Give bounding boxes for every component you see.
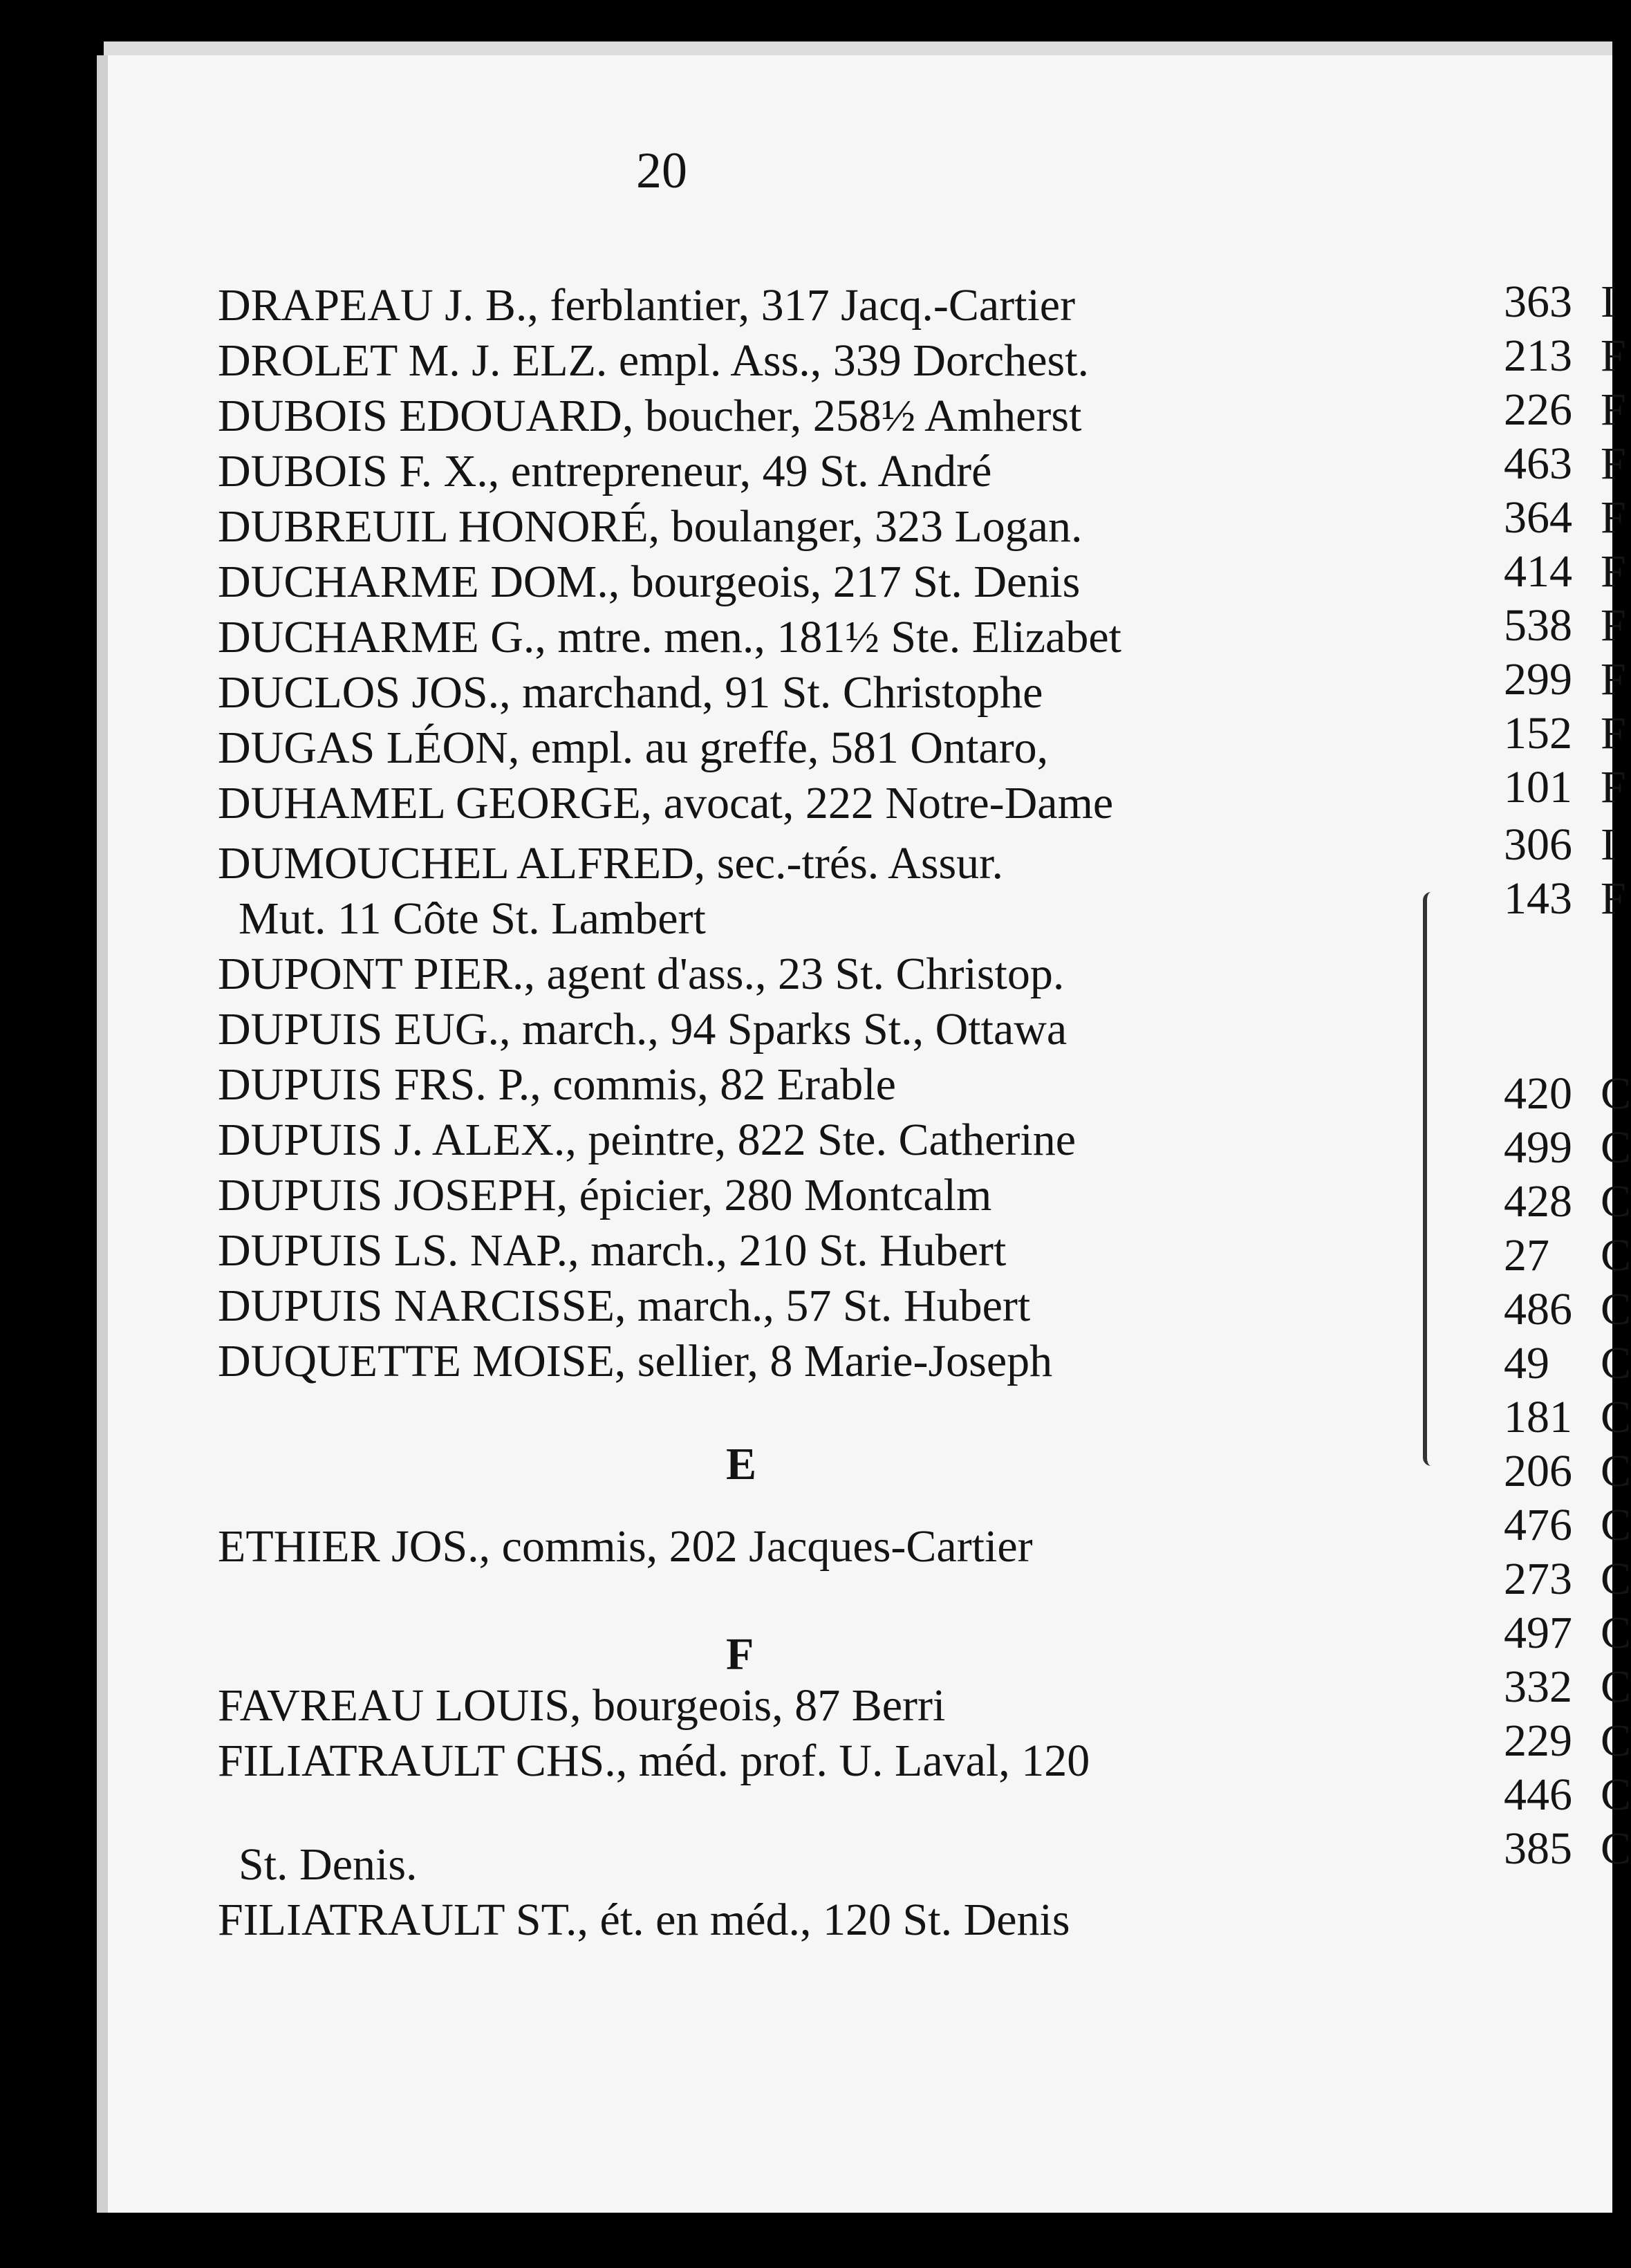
right-column-number: 463: [1504, 438, 1572, 489]
entry-text: FILIATRAULT ST., ét. en méd., 120 St. Denis: [218, 1895, 1070, 1945]
entry-text: DUHAMEL GEORGE, avocat, 222 Notre-Dame: [218, 778, 1114, 828]
right-column-fragment: F: [1601, 438, 1626, 489]
right-column-number: 364: [1504, 492, 1572, 543]
right-column-fragment: F: [1601, 654, 1626, 705]
right-column-fragment: C: [1601, 1068, 1631, 1119]
entry-text: DUBREUIL HONORÉ, boulanger, 323 Logan.: [218, 501, 1083, 552]
page-number: 20: [636, 142, 687, 199]
right-column-number: 273: [1504, 1554, 1572, 1604]
right-column-number: 499: [1504, 1122, 1572, 1173]
right-column-fragment: C: [1601, 1662, 1631, 1712]
right-column-number: 476: [1504, 1500, 1572, 1550]
right-column-number: 143: [1504, 873, 1572, 924]
right-column-fragment: F: [1601, 708, 1626, 759]
right-column-number: 363: [1504, 277, 1572, 327]
right-column-fragment: F: [1601, 384, 1626, 435]
right-column-number: 229: [1504, 1716, 1572, 1766]
bracket-mark: [1423, 892, 1441, 1466]
right-column-number: 414: [1504, 546, 1572, 597]
right-column-number: 538: [1504, 600, 1572, 651]
right-column-number: 332: [1504, 1662, 1572, 1712]
entry-text: DUCHARME DOM., bourgeois, 217 St. Denis: [218, 557, 1081, 607]
entry-text: DUPUIS LS. NAP., march., 210 St. Hubert: [218, 1225, 1007, 1276]
right-column-fragment: F: [1601, 331, 1626, 381]
right-column-fragment: C: [1601, 1608, 1631, 1658]
right-column-fragment: F: [1601, 600, 1626, 651]
right-column-number: 213: [1504, 331, 1572, 381]
entry-text: FAVREAU LOUIS, bourgeois, 87 Berri: [218, 1680, 946, 1731]
section-letter-e: E: [726, 1439, 757, 1489]
right-column-number: 486: [1504, 1284, 1572, 1335]
right-column-fragment: C: [1601, 1392, 1631, 1442]
entry-text: DRAPEAU J. B., ferblantier, 317 Jacq.-Cartier: [218, 280, 1076, 331]
right-column-number: 446: [1504, 1769, 1572, 1820]
right-column-fragment: I: [1601, 819, 1616, 870]
entry-text: DUPUIS NARCISSE, march., 57 St. Hubert: [218, 1281, 1031, 1331]
right-column-number: 428: [1504, 1176, 1572, 1227]
right-column-number: 101: [1504, 762, 1572, 812]
entry-text: DUCHARME G., mtre. men., 181½ Ste. Elizabet: [218, 612, 1121, 662]
right-column-fragment: C: [1601, 1338, 1631, 1388]
entry-continuation: St. Denis.: [239, 1839, 418, 1890]
right-column-number: 420: [1504, 1068, 1572, 1119]
right-column-fragment: C: [1601, 1446, 1631, 1496]
entry-text: DUBOIS F. X., entrepreneur, 49 St. André: [218, 446, 992, 496]
entry-text: DUPUIS J. ALEX., peintre, 822 Ste. Catherine: [218, 1115, 1077, 1165]
right-column-number: 49: [1504, 1338, 1549, 1388]
right-column-number: 226: [1504, 384, 1572, 435]
right-column-fragment: C: [1601, 1176, 1631, 1227]
right-column-fragment: C: [1601, 1769, 1631, 1820]
entry-text: DUPUIS EUG., march., 94 Sparks St., Ottawa: [218, 1004, 1068, 1054]
entry-text: DUPONT PIER., agent d'ass., 23 St. Christop.: [218, 949, 1065, 999]
right-column-number: 27: [1504, 1230, 1549, 1281]
right-column-fragment: F: [1601, 546, 1626, 597]
entry-text: FILIATRAULT CHS., méd. prof. U. Laval, 120: [218, 1736, 1090, 1786]
entry-text: DUQUETTE MOISE, sellier, 8 Marie-Joseph: [218, 1336, 1053, 1386]
entry-text: DUGAS LÉON, empl. au greffe, 581 Ontaro,: [218, 723, 1049, 773]
entry-text: ETHIER JOS., commis, 202 Jacques-Cartier: [218, 1521, 1033, 1572]
entry-continuation: Mut. 11 Côte St. Lambert: [239, 893, 706, 944]
entry-text: DUBOIS EDOUARD, boucher, 258½ Amherst: [218, 391, 1082, 441]
right-column-fragment: I: [1601, 277, 1616, 327]
right-column-fragment: C: [1601, 1500, 1631, 1550]
section-letter-f: F: [726, 1629, 754, 1680]
entry-text: DUCLOS JOS., marchand, 91 St. Christophe: [218, 667, 1043, 718]
right-column-fragment: C: [1601, 1716, 1631, 1766]
right-column-number: 306: [1504, 819, 1572, 870]
right-column-fragment: F: [1601, 492, 1626, 543]
entry-text: DROLET M. J. ELZ. empl. Ass., 339 Dorchest.: [218, 335, 1090, 386]
right-column-fragment: F: [1601, 873, 1626, 924]
right-column-number: 497: [1504, 1608, 1572, 1658]
right-column-fragment: C: [1601, 1823, 1631, 1874]
right-column-number: 152: [1504, 708, 1572, 759]
right-column-fragment: C: [1601, 1554, 1631, 1604]
right-column-fragment: F: [1601, 762, 1626, 812]
right-column-fragment: C: [1601, 1122, 1631, 1173]
entry-text: DUPUIS FRS. P., commis, 82 Erable: [218, 1059, 896, 1110]
entry-text: DUMOUCHEL ALFRED, sec.-trés. Assur.: [218, 838, 1004, 889]
right-column-number: 181: [1504, 1392, 1572, 1442]
right-column-fragment: C: [1601, 1230, 1631, 1281]
entry-text: DUPUIS JOSEPH, épicier, 280 Montcalm: [218, 1170, 992, 1220]
right-column-number: 206: [1504, 1446, 1572, 1496]
right-column-number: 385: [1504, 1823, 1572, 1874]
right-column-number: 299: [1504, 654, 1572, 705]
right-column-fragment: C: [1601, 1284, 1631, 1335]
